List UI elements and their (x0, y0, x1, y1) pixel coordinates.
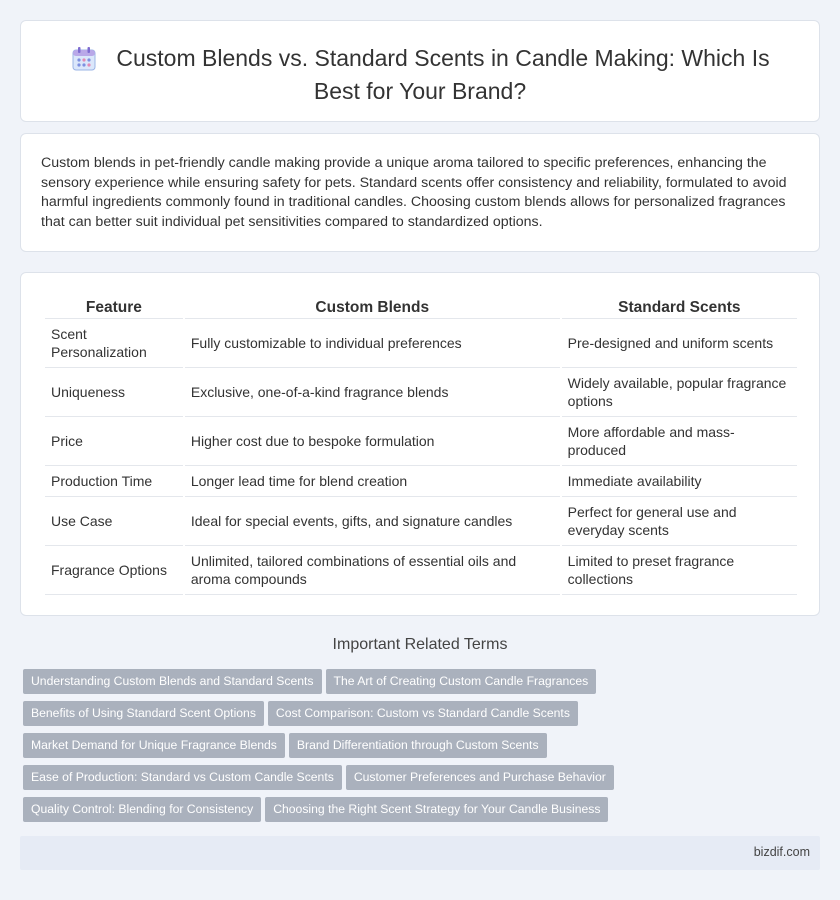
row-standard: Immediate availability (562, 466, 797, 497)
calendar-icon (70, 45, 98, 73)
row-custom: Ideal for special events, gifts, and signature candles (185, 497, 560, 546)
comparison-table-card (20, 272, 820, 616)
row-feature: Price (45, 417, 183, 466)
related-tag[interactable]: Understanding Custom Blends and Standard Scents (23, 669, 322, 694)
row-feature: Use Case (45, 497, 183, 546)
related-terms-tags (23, 669, 823, 829)
row-standard: Perfect for general use and everyday scents (562, 497, 797, 546)
row-feature: Uniqueness (45, 368, 183, 417)
header-custom-blends: Custom Blends (185, 295, 560, 319)
related-tag[interactable]: Brand Differentiation through Custom Scents (289, 733, 547, 758)
table-row (45, 546, 797, 595)
page-title-line-1: Custom Blends vs. Standard Scents in Candle Making: Which Is (116, 45, 770, 71)
related-terms-title: Important Related Terms (332, 636, 508, 653)
header-card (20, 20, 820, 122)
header-standard-scents: Standard Scents (562, 295, 797, 319)
comparison-table (43, 295, 799, 595)
footer (20, 836, 820, 870)
title-row (21, 43, 819, 106)
footer-site-link[interactable]: bizdif.com (753, 845, 810, 859)
row-custom: Unlimited, tailored combinations of essential oils and aroma compounds (185, 546, 560, 595)
table-row (45, 319, 797, 368)
row-custom: Exclusive, one-of-a-kind fragrance blends (185, 368, 560, 417)
row-standard: Widely available, popular fragrance options (562, 368, 797, 417)
row-standard: More affordable and mass-produced (562, 417, 797, 466)
row-custom: Longer lead time for blend creation (185, 466, 560, 497)
intro-text: Custom blends in pet-friendly candle making provide a unique aroma tailored to specific preferences, enhancing the sensory experience while ensuring safety for pets. Standard scents offer consistency and reliability, formulated to avoid harmful ingredients commonly found in traditional candles. Choosing custom blends allows for personalized fragrances that can better suit individual pet sensitivities compared to standardized options. (41, 155, 787, 230)
related-tag[interactable]: Ease of Production: Standard vs Custom Candle Scents (23, 765, 342, 790)
table-row (45, 417, 797, 466)
table-header-row (45, 295, 797, 319)
row-standard: Pre-designed and uniform scents (562, 319, 797, 368)
related-tag[interactable]: Quality Control: Blending for Consistency (23, 797, 261, 822)
intro-card (20, 133, 820, 252)
table-row (45, 368, 797, 417)
table-row (45, 466, 797, 497)
row-feature: Scent Personalization (45, 319, 183, 368)
row-custom: Higher cost due to bespoke formulation (185, 417, 560, 466)
related-tag[interactable]: Choosing the Right Scent Strategy for Your Candle Business (265, 797, 608, 822)
related-tag[interactable]: The Art of Creating Custom Candle Fragrances (326, 669, 597, 694)
page-title (116, 45, 769, 71)
row-feature: Fragrance Options (45, 546, 183, 595)
related-tag[interactable]: Benefits of Using Standard Scent Options (23, 701, 264, 726)
related-tag[interactable]: Cost Comparison: Custom vs Standard Candle Scents (268, 701, 578, 726)
page-title-line-2: Best for Your Brand? (313, 77, 527, 104)
header-feature: Feature (45, 295, 183, 319)
row-custom: Fully customizable to individual preferences (185, 319, 560, 368)
related-tag[interactable]: Market Demand for Unique Fragrance Blends (23, 733, 285, 758)
related-tag[interactable]: Customer Preferences and Purchase Behavior (346, 765, 614, 790)
row-feature: Production Time (45, 466, 183, 497)
table-row (45, 497, 797, 546)
row-standard: Limited to preset fragrance collections (562, 546, 797, 595)
